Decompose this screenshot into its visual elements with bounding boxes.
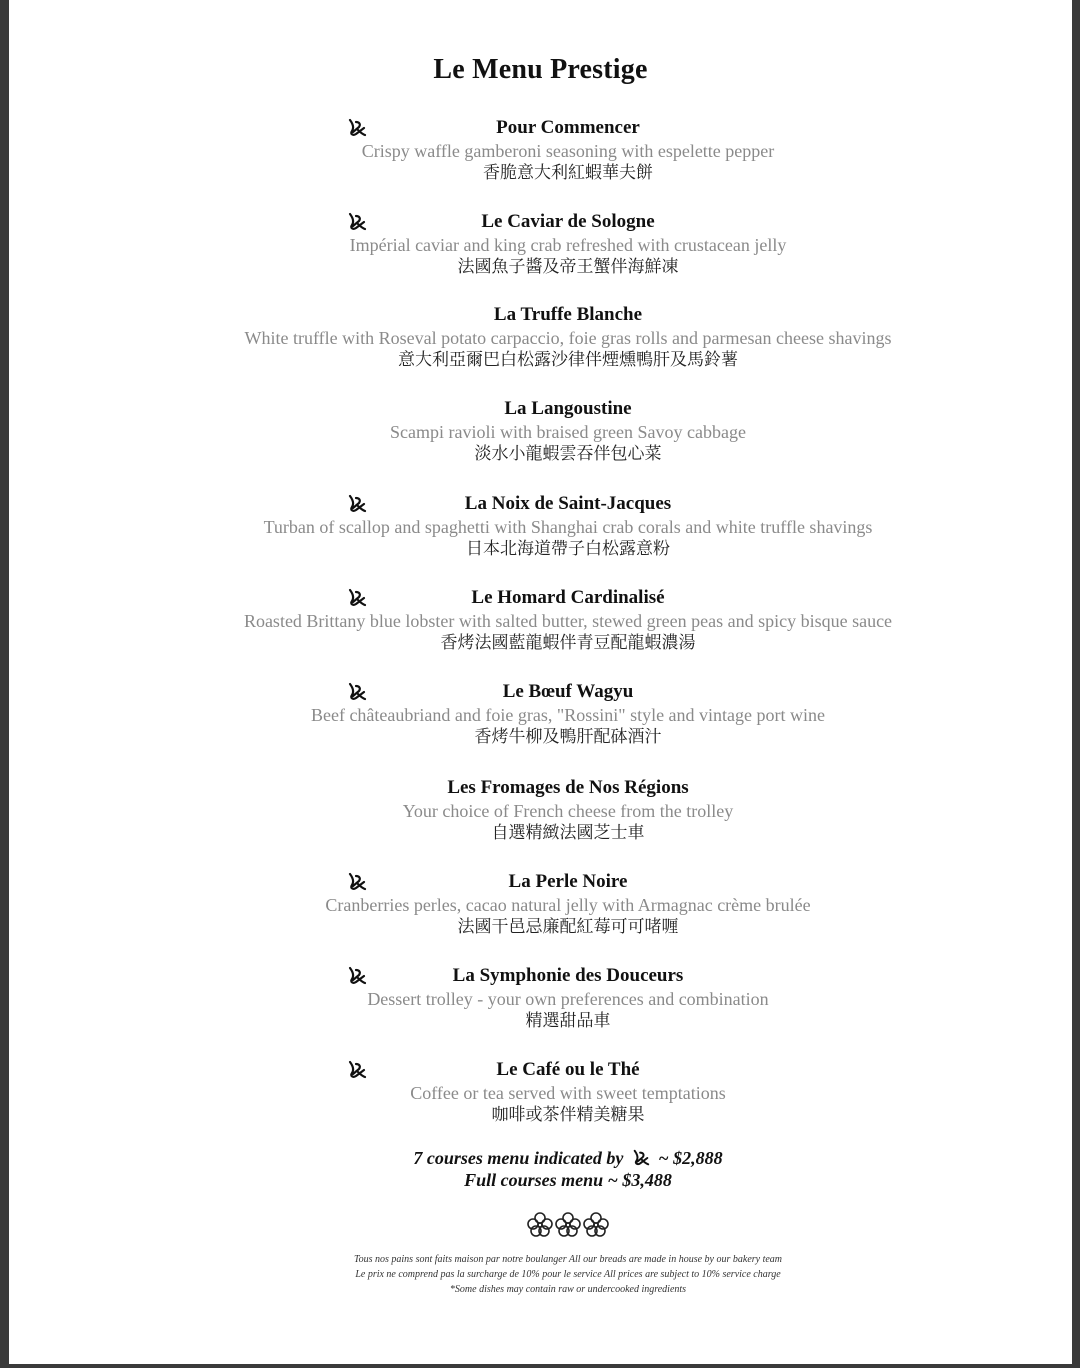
course-chinese-name: 意大利亞爾巴白松露沙律伴煙燻鴨肝及馬鈴薯: [398, 350, 738, 370]
course-chinese-name: 自選精緻法國芝士車: [491, 823, 645, 843]
michelin-flower-icon: [556, 1213, 580, 1236]
seven-course-mark-icon: [347, 872, 367, 892]
course-description: Cranberries perles, cacao natural jelly with Armagnac crème brulée: [325, 895, 811, 915]
course-name: Pour Commencer: [496, 117, 640, 138]
menu-title: Le Menu Prestige: [433, 54, 648, 85]
seven-course-mark-icon: [347, 682, 367, 702]
course-description: Turban of scallop and spaghetti with Shanghai crab corals and white truffle shavings: [263, 517, 873, 537]
course-chinese-name: 日本北海道帶子白松露意粉: [466, 539, 670, 559]
seven-course-line: [9, 1147, 1080, 1169]
course-item: [9, 492, 1080, 561]
left-frame-edge: [0, 0, 9, 1368]
course-description: Impérial caviar and king crab refreshed with crustacean jelly: [349, 235, 787, 255]
course-item: [9, 210, 1080, 279]
course-item: [9, 1058, 1080, 1127]
course-item: [9, 303, 1080, 372]
course-description: Crispy waffle gamberoni seasoning with espelette pepper: [361, 141, 775, 161]
course-chinese-name: 精選甜品車: [525, 1011, 611, 1031]
course-name: La Symphonie des Douceurs: [452, 965, 684, 986]
footnote-raw-ingredients: *Some dishes may contain raw or undercooked ingredients: [449, 1284, 687, 1295]
course-description: Beef châteaubriand and foie gras, "Rossini" style and vintage port wine: [310, 705, 826, 725]
michelin-flower-icon: [584, 1213, 608, 1236]
footnotes: [9, 1252, 1080, 1297]
course-chinese-name: 香烤牛柳及鴨肝配砵酒汁: [474, 727, 662, 747]
price-summary: [9, 1147, 1080, 1191]
seven-course-price: ~ $2,888: [658, 1148, 723, 1168]
full-course-line: Full courses menu ~ $3,488: [464, 1170, 672, 1190]
course-chinese-name: 淡水小龍蝦雲吞伴包心菜: [474, 444, 662, 464]
course-item: [9, 397, 1080, 466]
course-description: Roasted Brittany blue lobster with salted butter, stewed green peas and spicy bisque sauce: [243, 611, 893, 631]
course-name: Le Caviar de Sologne: [481, 211, 655, 232]
course-chinese-name: 法國魚子醬及帝王蟹伴海鮮凍: [457, 257, 679, 277]
seven-course-label: 7 courses menu indicated by: [413, 1148, 624, 1168]
course-item: [9, 964, 1080, 1033]
footnote-bread: Tous nos pains sont faits maison par notre boulanger All our breads are made in house by our bakery team: [353, 1254, 783, 1265]
course-name: Le Homard Cardinalisé: [471, 587, 665, 608]
seven-course-mark-icon: [347, 1060, 367, 1080]
course-name: La Truffe Blanche: [493, 304, 643, 325]
course-name: La Noix de Saint-Jacques: [464, 493, 672, 514]
seven-course-mark-icon: [347, 966, 367, 986]
course-description: Dessert trolley - your own preferences and combination: [367, 989, 769, 1009]
course-name: Les Fromages de Nos Régions: [447, 777, 689, 798]
course-item: [9, 586, 1080, 655]
course-description: White truffle with Roseval potato carpaccio, foie gras rolls and parmesan cheese shavings: [244, 328, 892, 348]
bottom-frame-edge: [0, 1364, 1080, 1368]
course-chinese-name: 法國干邑忌廉配紅莓可可啫喱: [457, 917, 679, 937]
course-description: Your choice of French cheese from the trolley: [402, 801, 734, 821]
course-chinese-name: 香脆意大利紅蝦華夫餅: [483, 163, 653, 183]
course-name: Le Bœuf Wagyu: [502, 681, 634, 702]
course-item: [9, 680, 1080, 749]
menu-page: [9, 0, 1072, 1364]
seven-course-mark-icon: [347, 588, 367, 608]
course-description: Coffee or tea served with sweet temptations: [410, 1083, 726, 1103]
course-name: Le Café ou le Thé: [496, 1059, 640, 1080]
michelin-stars: [9, 1210, 1080, 1242]
course-chinese-name: 香烤法國藍龍蝦伴青豆配龍蝦濃湯: [440, 633, 696, 653]
course-description: Scampi ravioli with braised green Savoy cabbage: [390, 422, 746, 442]
seven-course-mark-icon: [347, 494, 367, 514]
course-chinese-name: 咖啡或茶伴精美糖果: [491, 1105, 645, 1125]
course-item: [9, 116, 1080, 185]
seven-course-mark-icon: [347, 212, 367, 232]
course-item: [9, 870, 1080, 939]
course-name: La Langoustine: [504, 398, 632, 419]
course-name: La Perle Noire: [508, 871, 628, 892]
michelin-flower-icon: [528, 1213, 552, 1236]
footnote-service-charge: Le prix ne comprend pas la surcharge de 10% pour le service All prices are subject to 10% service charge: [355, 1269, 781, 1280]
course-item: [9, 776, 1080, 845]
seven-course-mark-icon: [347, 118, 367, 138]
seven-course-mark-icon: [632, 1149, 650, 1167]
